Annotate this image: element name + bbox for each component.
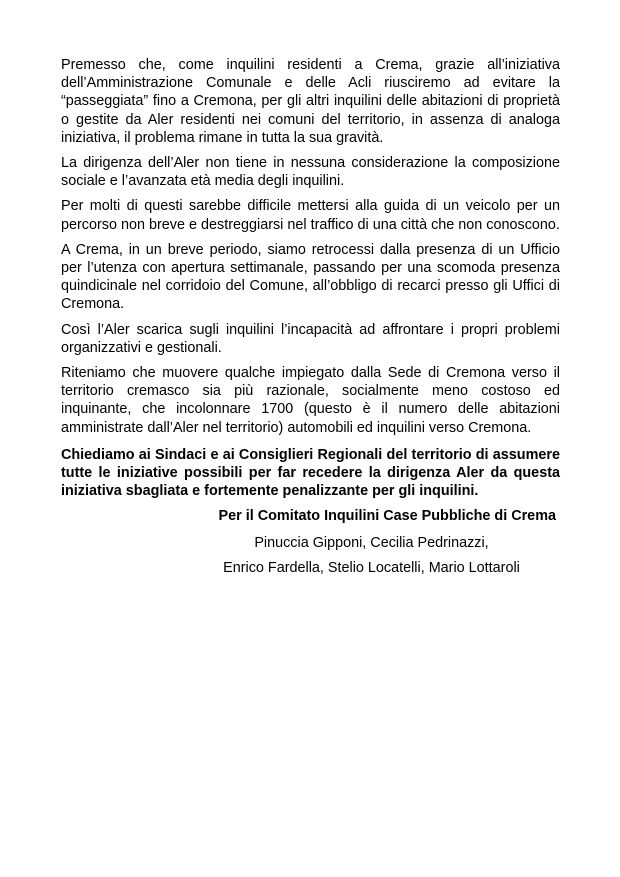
signature-names-line-2: Enrico Fardella, Stelio Locatelli, Mario Lottaroli	[223, 559, 520, 576]
paragraph-burden: Così l’Aler scarica sugli inquilini l’incapacità ad affrontare i propri problemi organizzativi e gestionali.	[61, 321, 560, 356]
signature-names-line-1: Pinuccia Gipponi, Cecilia Pedrinazzi,	[254, 534, 489, 551]
signature-block	[61, 507, 560, 577]
paragraph-management: La dirigenza dell’Aler non tiene in nessuna considerazione la composizione sociale e l’avanzata età media degli inquilini.	[61, 155, 560, 190]
appeal-paragraph: Chiediamo ai Sindaci e ai Consiglieri Regionali del territorio di assumere tutte le iniziative possibili per far recedere la dirigenza Aler da questa iniziativa sbagliata e fortemente penalizzante per gli inquilini.	[61, 446, 560, 500]
paragraph-driving: Per molti di questi sarebbe difficile mettersi alla guida di un veicolo per un percorso non breve e destreggiarsi nel traffico di una città che non conoscono.	[61, 198, 560, 233]
paragraph-office-history: A Crema, in un breve periodo, siamo retrocessi dalla presenza di un Ufficio per l’utenza con apertura settimanale, passando per una scomoda presenza quindicinale nel corridoio del Comune, all’obbligo di recarci presso gli Uffici di Cremona.	[61, 241, 560, 313]
paragraph-proposal: Riteniamo che muovere qualche impiegato dalla Sede di Cremona verso il territorio cremasco sia più razionale, socialmente meno costoso ed inquinante, che incolonnare 1700 (questo è il numero delle abitazioni amministrate dall’Aler nel territorio) automobili ed inquilini verso Cremona.	[61, 365, 560, 436]
signature-organization: Per il Comitato Inquilini Case Pubbliche di Crema	[218, 508, 556, 525]
paragraph-premise: Premesso che, come inquilini residenti a Crema, grazie all’iniziativa dell’Amministrazione Comunale e delle Acli riusciremo ad evitare la “passeggiata” fino a Cremona, per gli altri inquilini delle abitazioni di proprietà o gestite da Aler residenti nei comuni del territorio, in assenza di analoga iniziativa, il problema rimane in tutta la sua gravità.	[61, 57, 560, 146]
document-body	[61, 56, 560, 577]
